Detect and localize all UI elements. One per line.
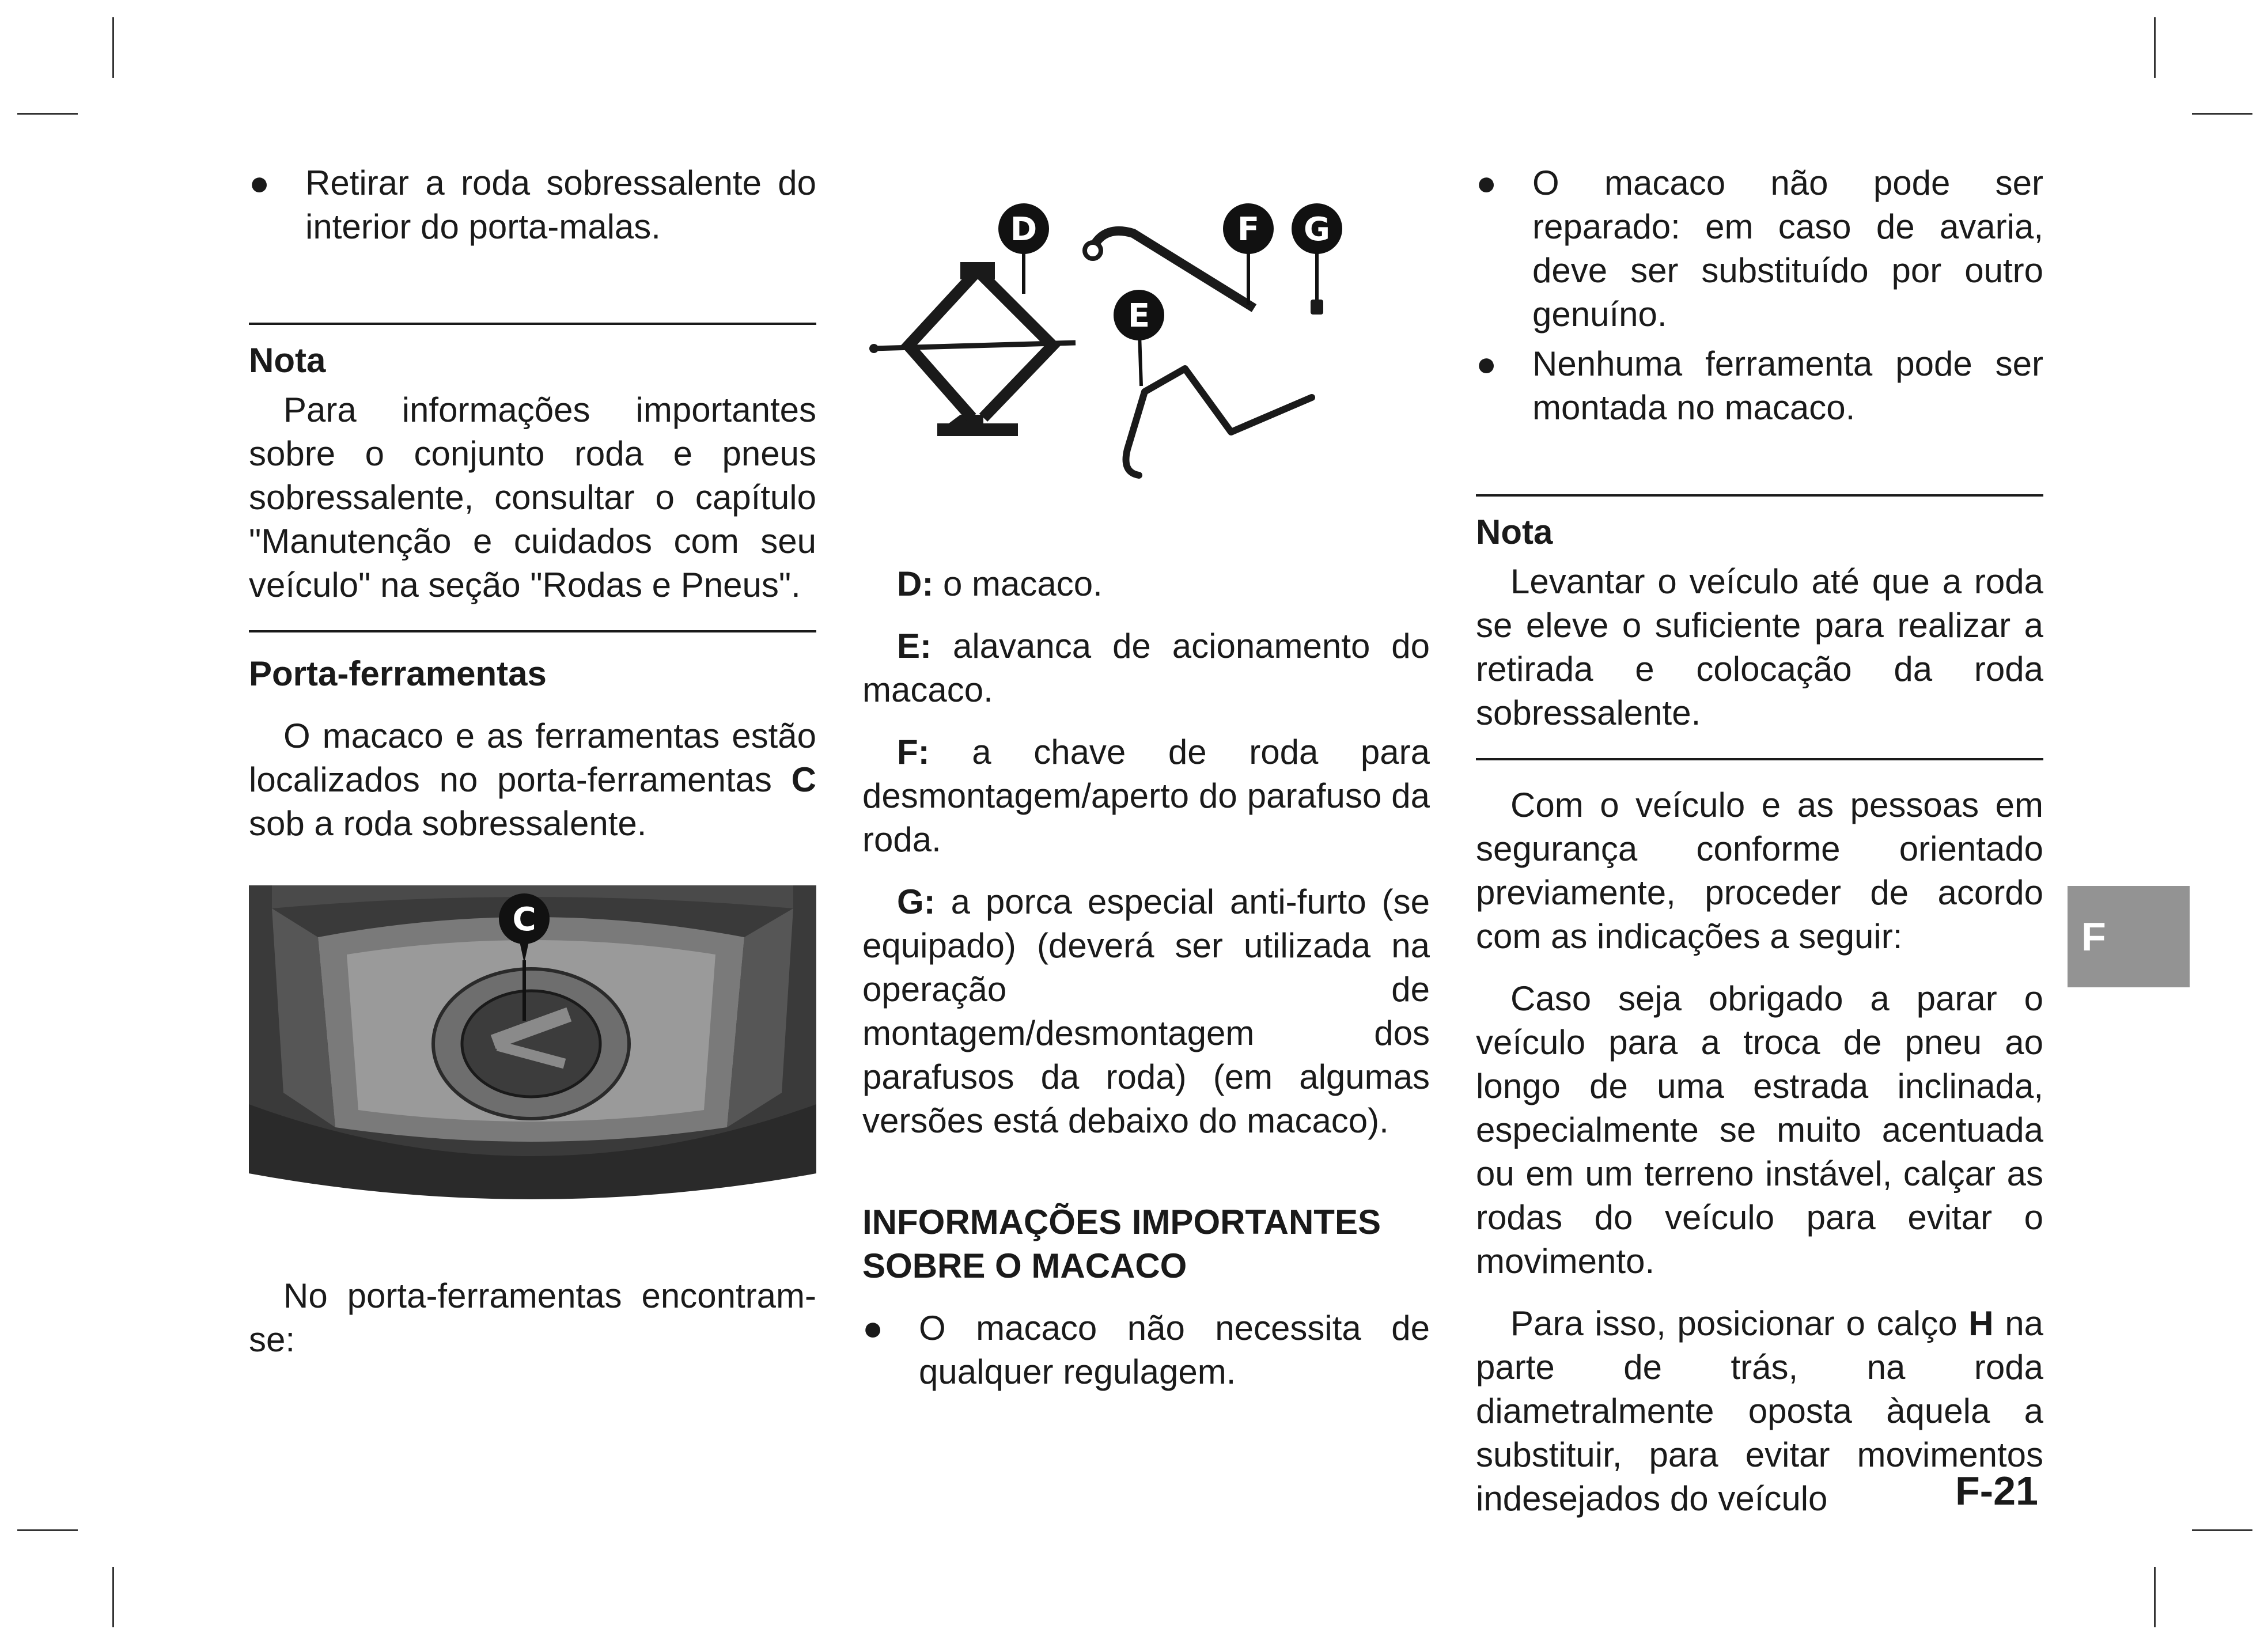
crop-mark bbox=[2192, 113, 2252, 115]
crop-mark bbox=[2154, 1567, 2156, 1627]
bullet-icon: ● bbox=[862, 1309, 884, 1347]
item-f: F: a chave de roda para desmontagem/aperto do parafuso da roda. bbox=[862, 733, 1430, 859]
page-number: F-21 bbox=[1955, 1468, 2038, 1513]
left-column bbox=[249, 161, 816, 846]
nota-text: Levantar o veículo até que a roda se eleve o suficiente para realizar a retirada e colocação da roda sobressalente. bbox=[1476, 562, 2043, 732]
chapter-tab: F bbox=[2068, 886, 2190, 987]
jack-icon bbox=[869, 262, 1076, 436]
bullet-icon: ● bbox=[1476, 164, 1497, 202]
callout-c-label: C bbox=[512, 901, 536, 938]
paragraph-safety: Com o veículo e as pessoas em segurança conforme orientado previamente, proceder de acordo com as indicações a seguir: bbox=[1476, 786, 2043, 956]
callout-f-label: F bbox=[1237, 211, 1260, 248]
nota-title: Nota bbox=[249, 341, 326, 380]
bullet-no-repair: ● O macaco não pode ser reparado: em caso de avaria, deve ser substituído por outro genuíno. bbox=[1476, 161, 2043, 336]
bullet-no-adjust: ● O macaco não necessita de qualquer regulagem. bbox=[862, 1306, 1430, 1394]
section-title: Porta-ferramentas bbox=[249, 654, 547, 693]
jack-lever-icon bbox=[1126, 369, 1312, 475]
divider bbox=[1476, 494, 2043, 497]
crop-mark bbox=[112, 1567, 114, 1627]
bullet-icon: ● bbox=[1476, 344, 1497, 383]
bullet-remove-spare: ● Retirar a roda sobressalente do interior do porta-malas. bbox=[249, 161, 816, 249]
callout-e-label: E bbox=[1127, 297, 1150, 335]
nota-text: Para informações importantes sobre o conjunto roda e pneus sobressalente, consultar o capítulo "Manutenção e cuidados com seu veículo" na seção "Rodas e Pneus". bbox=[249, 391, 816, 604]
item-e: E: alavanca de acionamento do macaco. bbox=[862, 627, 1430, 709]
trunk-illustration bbox=[249, 885, 816, 1201]
crop-mark bbox=[17, 1529, 78, 1531]
found-text: No porta-ferramentas encontram-se: bbox=[249, 1276, 816, 1359]
paragraph-slope: Caso seja obrigado a parar o veículo para a troca de pneu ao longo de uma estrada inclinada, especialmente se muito acentuada ou em um terreno instável, calçar as rodas do veículo para evitar o movimento. bbox=[1476, 979, 2043, 1281]
crop-mark bbox=[17, 113, 78, 115]
divider bbox=[249, 630, 816, 632]
divider bbox=[249, 323, 816, 325]
item-g: G: a porca especial anti-furto (se equipado) (deverá ser utilizada na operação de montagem/desmontagem dos parafusos da roda) (em algumas versões está debaixo do macaco). bbox=[862, 882, 1430, 1140]
middle-column bbox=[862, 562, 1430, 1394]
bullet-icon: ● bbox=[249, 164, 270, 202]
right-column bbox=[1476, 161, 2043, 1521]
crop-mark bbox=[2192, 1529, 2252, 1531]
info-title: INFORMAÇÕES IMPORTANTES SOBRE O MACACO bbox=[862, 1203, 1381, 1285]
paragraph-chock: Para isso, posicionar o calço H na parte de trás, na roda diametralmente oposta àquela a substituir, para evitar movimentos indesejados do veículo bbox=[1476, 1304, 2043, 1518]
item-d: D: o macaco. bbox=[897, 565, 1103, 603]
left-column-bottom bbox=[249, 1274, 816, 1362]
bullet-no-tool: ● Nenhuma ferramenta pode ser montada no macaco. bbox=[1476, 342, 2043, 430]
callout-g-label: G bbox=[1304, 211, 1330, 248]
crop-mark bbox=[112, 17, 114, 78]
toolbox-paragraph: O macaco e as ferramentas estão localizados no porta-ferramentas C sob a roda sobressalente. bbox=[249, 717, 816, 843]
callout-d-label: D bbox=[1010, 211, 1038, 248]
anti-theft-nut-icon bbox=[1311, 300, 1323, 315]
crop-mark bbox=[2154, 17, 2156, 78]
nota-title: Nota bbox=[1476, 513, 1553, 551]
divider bbox=[1476, 758, 2043, 760]
tools-illustration bbox=[862, 196, 1369, 507]
